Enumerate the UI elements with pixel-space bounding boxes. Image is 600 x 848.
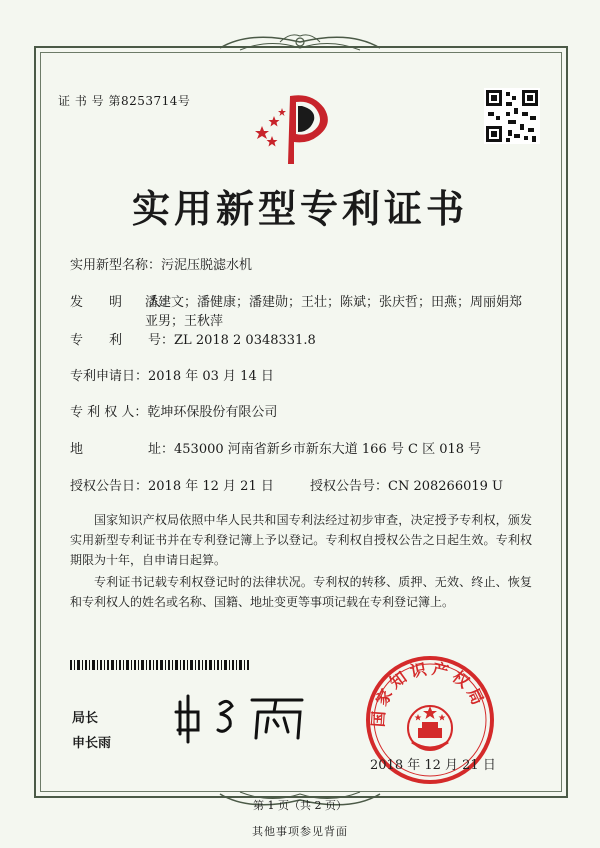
qr-code-icon: [484, 88, 540, 144]
inventor-label: 发 明 人：: [70, 295, 175, 310]
national-emblem-icon: [408, 706, 452, 750]
barcode-icon: [70, 660, 250, 670]
patentee-value: 乾坤环保股份有限公司: [147, 405, 278, 420]
top-ornament: [210, 28, 390, 56]
patentee-label: 专 利 权 人：: [70, 405, 148, 420]
certificate-number: [58, 92, 190, 109]
grant-date-label: 授权公告日：: [70, 479, 149, 494]
address-value: 453000 河南省新乡市新东大道 166 号 C 区 018 号: [174, 442, 482, 457]
grant-date-row: [70, 477, 274, 496]
grant-number-value: CN 208266019 U: [388, 479, 503, 494]
footer-note: 其他事项参见背面: [252, 825, 348, 838]
notice-paragraph-2: 专利证书记载专利权登记时的法律状况。专利权的转移、质押、无效、终止、恢复和专利权人的姓名或名称、国籍、地址变更等事项记载在专利登记簿上。: [70, 575, 532, 609]
grant-date-value: 2018 年 12 月 21 日: [148, 479, 274, 494]
certificate-title: 实用新型专利证书: [131, 186, 468, 231]
seal-date: 2018 年 12 月 21 日: [370, 758, 496, 773]
filing-date-row: [70, 367, 274, 386]
handwritten-signature: [170, 690, 320, 746]
utility-model-name-row: [70, 256, 252, 275]
patent-number-row: [70, 331, 316, 350]
patent-number-label: 专 利 号：: [70, 333, 175, 348]
cnipa-logo-icon: [252, 86, 352, 166]
utility-model-name-value: 污泥压脱滤水机: [161, 258, 253, 273]
address-row: [70, 440, 481, 459]
director-title: 局长: [72, 711, 99, 726]
svg-text:国家知识产权局: [368, 659, 489, 728]
grant-number-label: 授权公告号：: [310, 479, 389, 494]
page-number: 第 1 页（共 2 页）: [253, 799, 347, 812]
patent-number-value: ZL 2018 2 0348331.8: [174, 333, 316, 348]
patentee-row: [70, 403, 277, 422]
certificate-number-value: 第8253714号: [108, 94, 191, 108]
director-name: 申长雨: [72, 736, 112, 751]
grant-number-row: [310, 477, 503, 496]
address-label: 地 址：: [70, 442, 175, 457]
filing-date-value: 2018 年 03 月 14 日: [148, 369, 274, 384]
notice-paragraph-1: 国家知识产权局依照中华人民共和国专利法经过初步审查，决定授予专利权，颁发实用新型专利证书并在专利登记簿上予以登记。专利权自授权公告之日起生效。专利权期限为十年，自申请日起算。: [70, 513, 532, 567]
filing-date-label: 专利申请日：: [70, 369, 149, 384]
inventor-value: 潘建文；潘健康；潘建勋；王壮；陈斌；张庆哲；田燕；周丽娟郑亚男；王秋萍: [145, 295, 523, 329]
seal-text: 国家知识产权局: [368, 658, 490, 728]
certificate-number-label: 证 书 号: [58, 94, 105, 108]
utility-model-name-label: 实用新型名称：: [70, 258, 162, 273]
